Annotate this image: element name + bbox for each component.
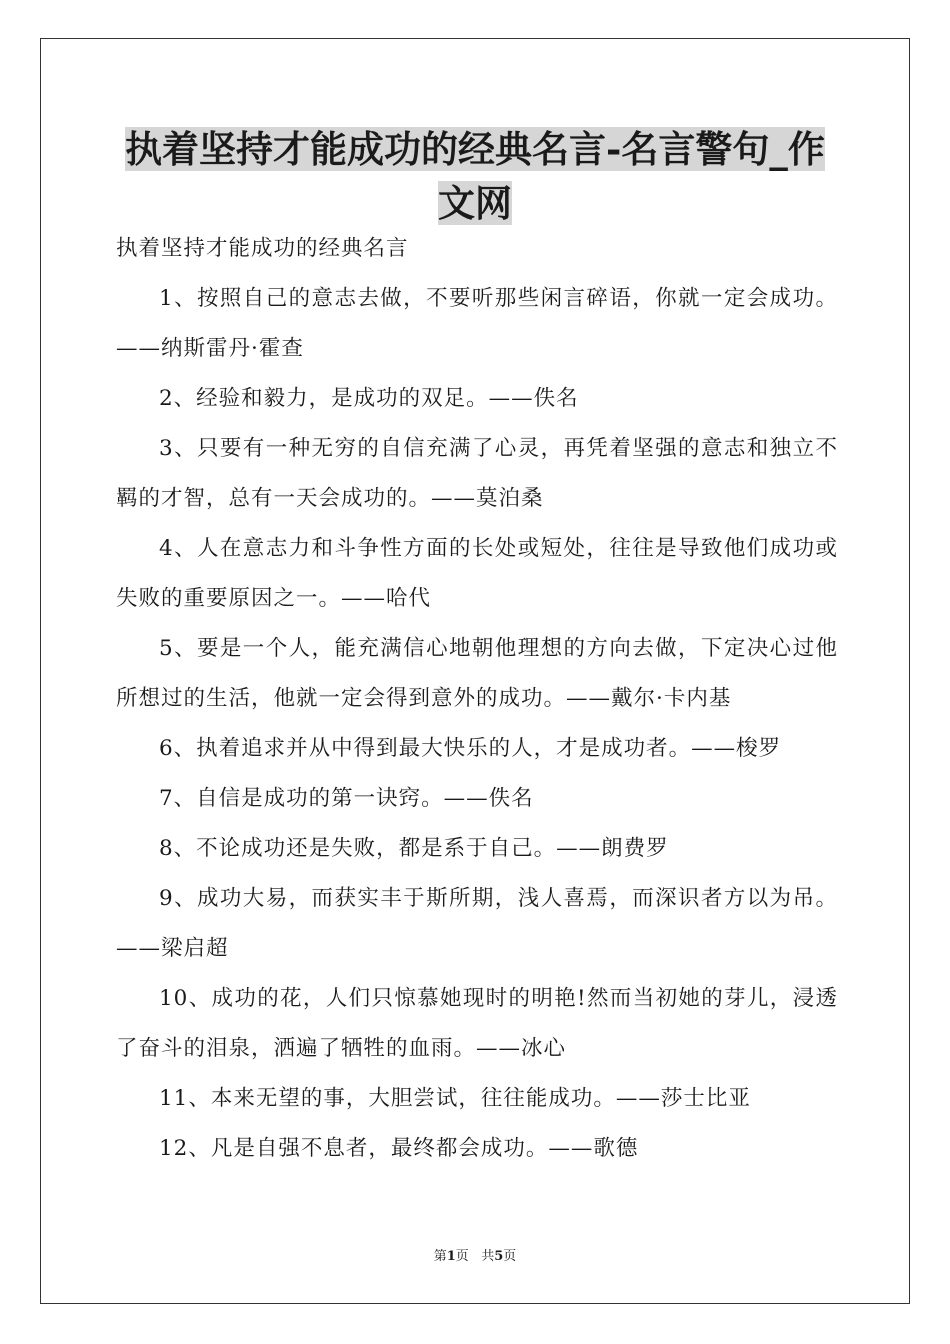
- quote-paragraph: 11、本来无望的事，大胆尝试，往往能成功。——莎士比亚: [159, 1086, 751, 1111]
- footer-page-suffix: 页: [503, 1249, 517, 1264]
- quote-paragraph: 3、只要有一种无穷的自信充满了心灵，再凭着坚强的意志和独立不羁的才智，总有一天会成功的。——莫泊桑: [116, 436, 838, 511]
- quote-paragraph: 10、成功的花，人们只惊慕她现时的明艳!然而当初她的芽儿，浸透了奋斗的泪泉，洒遍了牺牲的血雨。——冰心: [116, 986, 838, 1061]
- document-title-text: 执着坚持才能成功的经典名言-名言警句_作文网: [125, 127, 825, 225]
- quote-paragraph: 12、凡是自强不息者，最终都会成功。——歌德: [159, 1136, 639, 1161]
- quote-paragraph: 2、经验和毅力，是成功的双足。——佚名: [159, 386, 579, 411]
- quote-paragraph: 8、不论成功还是失败，都是系于自己。——朗费罗: [159, 836, 669, 861]
- quote-paragraph: 7、自信是成功的第一诀窍。——佚名: [159, 786, 534, 811]
- document-body: [116, 224, 838, 1174]
- footer-page-total: 5: [494, 1249, 504, 1264]
- footer-page-prefix: 第: [433, 1249, 447, 1264]
- quote-paragraph: 5、要是一个人，能充满信心地朝他理想的方向去做，下定决心过他所想过的生活，他就一定会得到意外的成功。——戴尔·卡内基: [116, 636, 838, 711]
- quote-paragraph: 6、执着追求并从中得到最大快乐的人，才是成功者。——梭罗: [159, 736, 782, 761]
- footer-page-current: 1: [446, 1249, 456, 1264]
- quote-paragraph: 1、按照自己的意志去做，不要听那些闲言碎语，你就一定会成功。——纳斯雷丹·霍查: [116, 286, 838, 361]
- page-footer: [0, 1248, 950, 1266]
- document-subtitle: 执着坚持才能成功的经典名言: [116, 236, 409, 261]
- quote-paragraph: 4、人在意志力和斗争性方面的长处或短处，往往是导致他们成功或失败的重要原因之一。——哈代: [116, 536, 838, 611]
- document-title: [110, 122, 840, 230]
- footer-page-mid: 页 共: [455, 1249, 495, 1264]
- quote-paragraph: 9、成功大易，而获实丰于斯所期，浅人喜焉，而深识者方以为吊。——梁启超: [116, 886, 838, 961]
